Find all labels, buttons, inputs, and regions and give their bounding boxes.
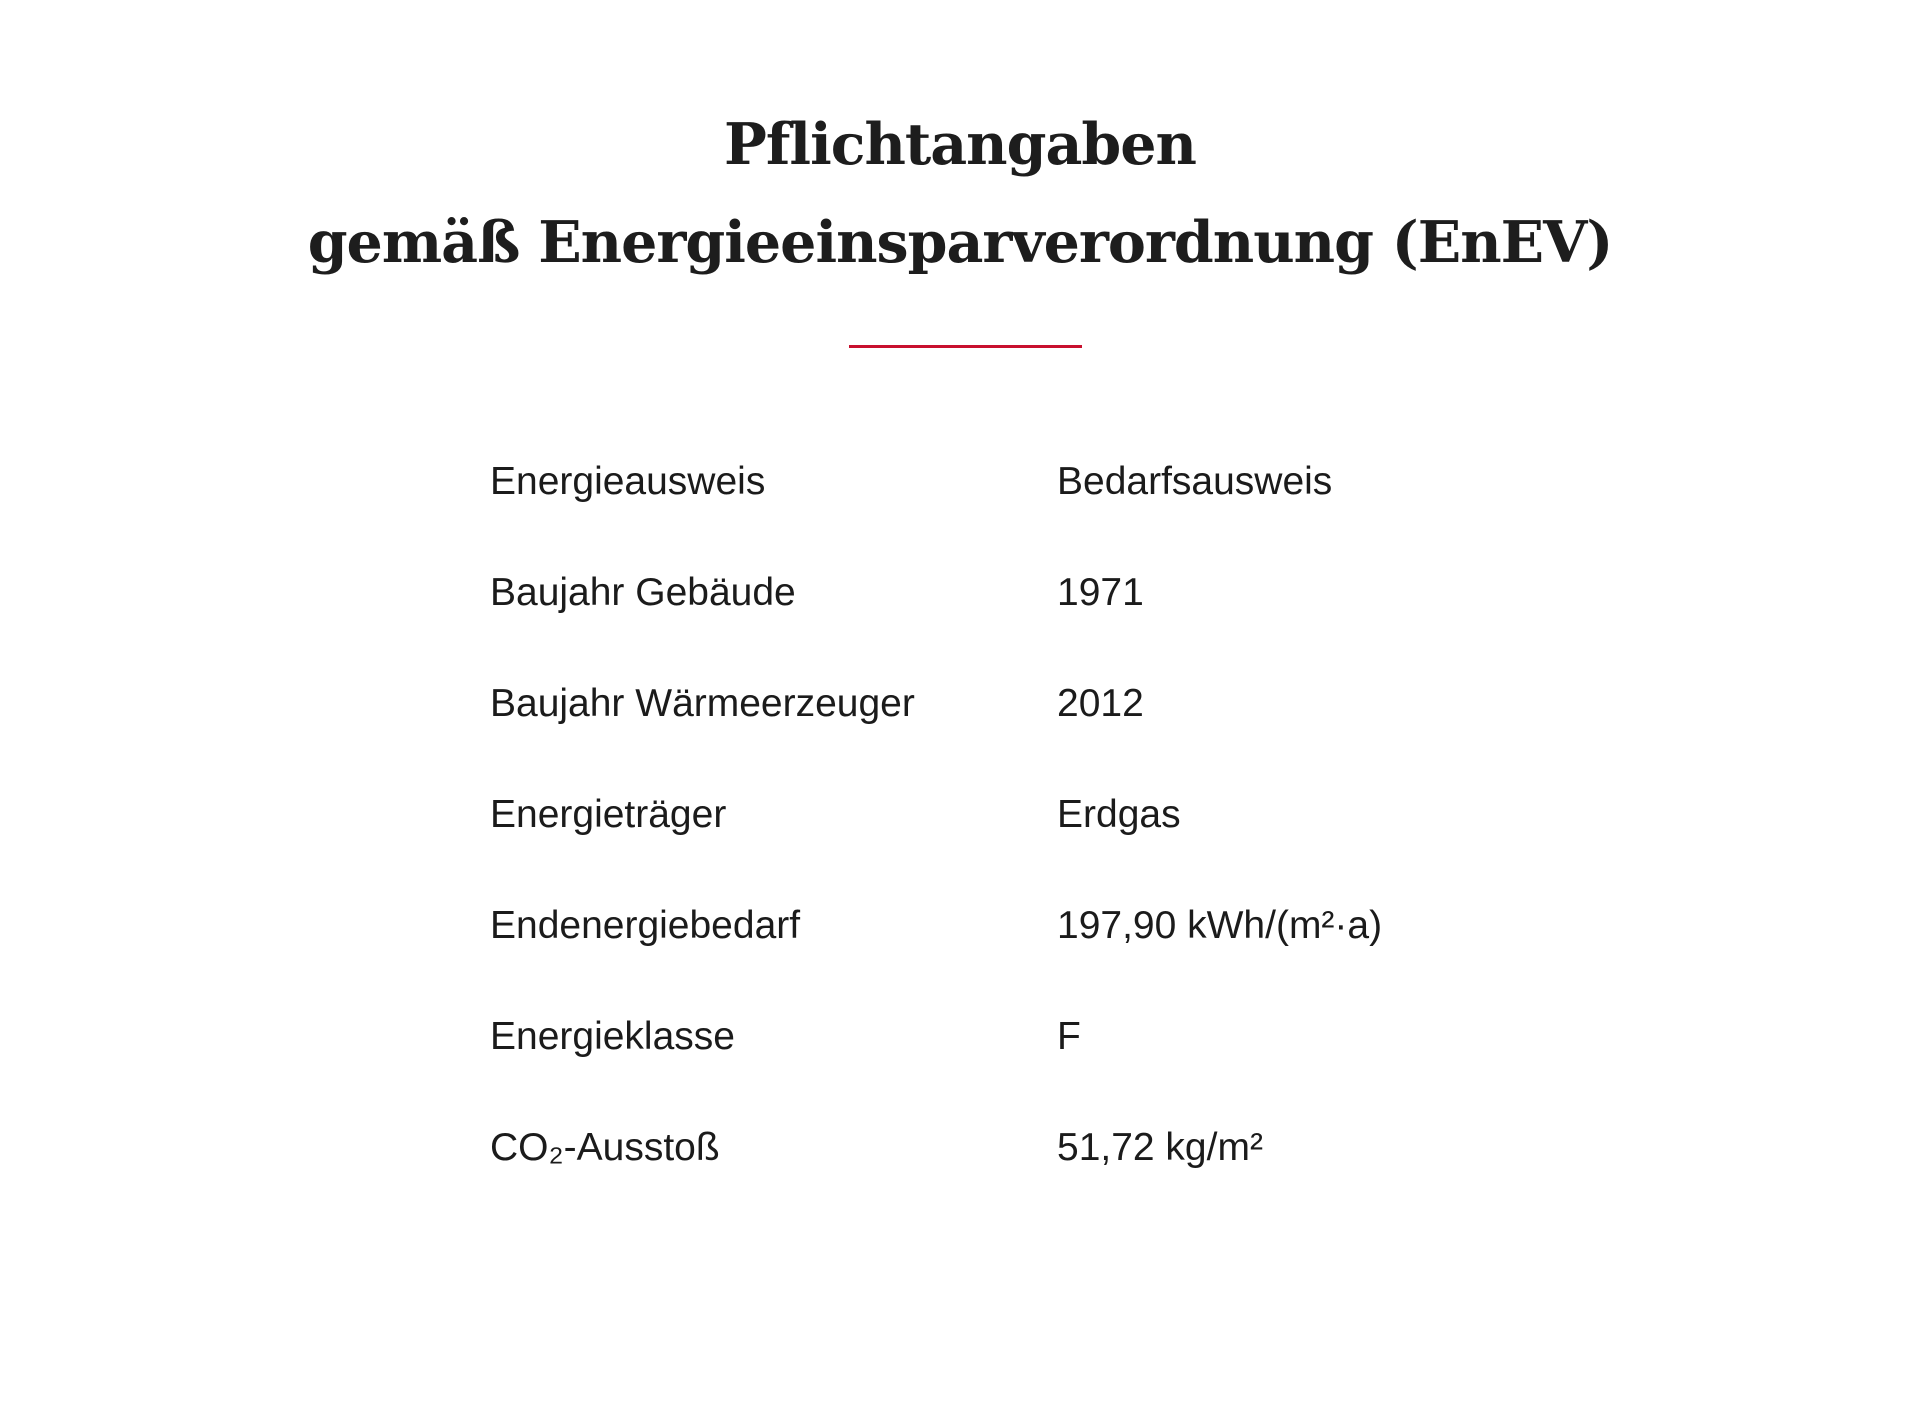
table-row-baujahr-gebaeude [490, 537, 1490, 648]
row-label: Endenergiebedarf [490, 903, 801, 947]
table-row-baujahr-waermeerzeuger [490, 648, 1490, 759]
table-row-energieausweis [490, 426, 1490, 537]
page-title: Pflichtangaben [724, 111, 1196, 178]
row-label: Energieträger [490, 792, 727, 836]
row-value: Erdgas [1057, 792, 1181, 836]
row-label: Energieausweis [490, 459, 766, 503]
row-value: 51,72 kg/m² [1057, 1125, 1263, 1169]
page-header [0, 96, 1920, 292]
row-label: Baujahr Wärmeerzeuger [490, 681, 915, 725]
table-row-energieklasse [490, 981, 1490, 1092]
table-row-co2-ausstoss [490, 1092, 1490, 1203]
enev-info-table [490, 426, 1490, 1203]
page-subtitle: gemäß Energieeinsparverordnung (EnEV) [307, 209, 1613, 276]
row-label: Energieklasse [490, 1014, 735, 1058]
row-label: CO₂-Ausstoß [490, 1125, 720, 1169]
table-row-energietraeger [490, 759, 1490, 870]
row-value: Bedarfsausweis [1057, 459, 1333, 503]
row-value: F [1057, 1014, 1081, 1058]
row-value: 197,90 kWh/(m²·a) [1057, 903, 1383, 947]
table-row-endenergiebedarf [490, 870, 1490, 981]
row-label: Baujahr Gebäude [490, 570, 796, 614]
row-value: 1971 [1057, 570, 1144, 614]
row-value: 2012 [1057, 681, 1144, 725]
title-divider [849, 345, 1082, 348]
